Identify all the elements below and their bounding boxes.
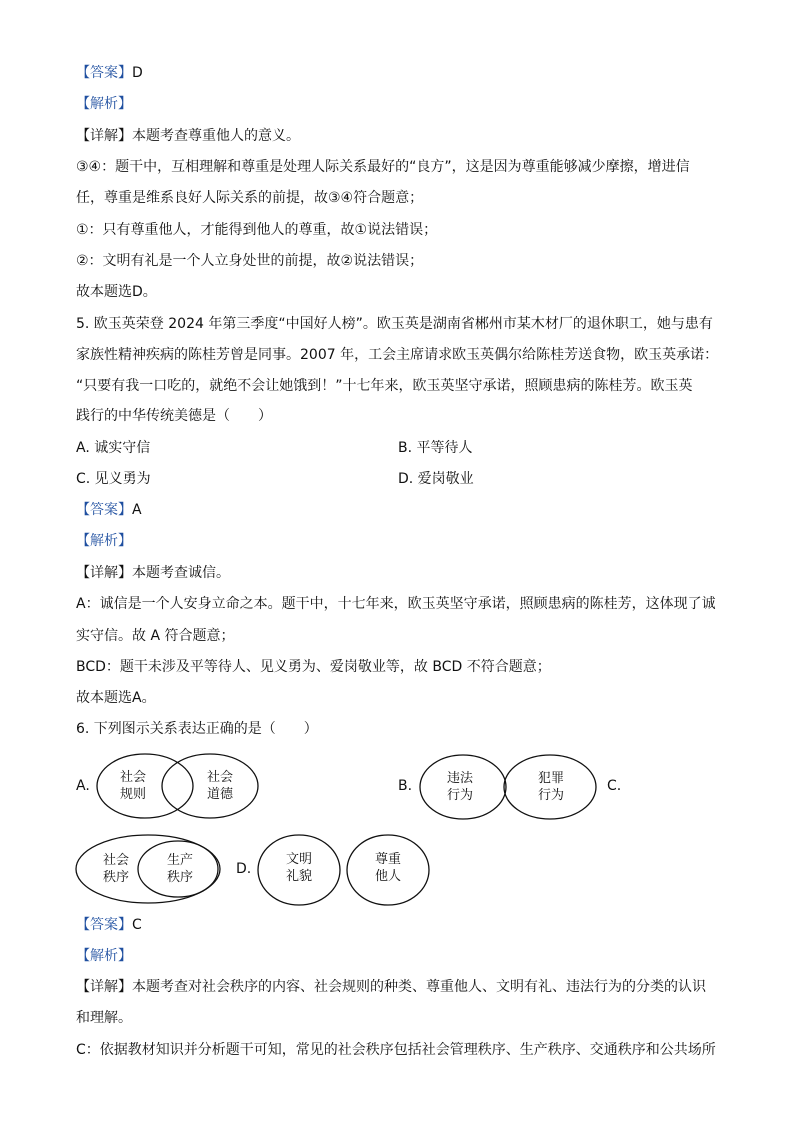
nested-diagram-c	[74, 833, 224, 905]
question-6-line: 6. 下列图示关系表达正确的是（ ）	[76, 721, 318, 737]
separate-diagram-d	[256, 832, 434, 908]
text-line: BCD：题干未涉及平等待人、见义勇为、爱岗敬业等，故 BCD 不符合题意；	[76, 659, 551, 675]
question-5-line: 家族性精神疾病的陈桂芳曾是同事。2007 年，工会主席请求欧玉英偶尔给陈桂芳送食物，欧玉英承诺：	[76, 347, 719, 363]
text-line: 实守信。故 A 符合题意；	[76, 628, 235, 644]
c-outer-line1: 社会	[102, 853, 130, 868]
text-line: ③④：题干中，互相理解和尊重是处理人际关系最好的“良方”，这是因为尊重能够减少摩擦，增进信	[76, 159, 690, 175]
option-b-label: B.	[398, 778, 413, 794]
b-left-line1: 违法	[446, 771, 474, 786]
d-right-line1: 尊重	[374, 852, 402, 867]
option-d: D. 爱岗敬业	[398, 471, 474, 487]
question-5-line: 5. 欧玉英荣登 2024 年第三季度“中国好人榜”。欧玉英是湖南省郴州市某木材厂的退休职工，她与患有	[76, 316, 713, 332]
question-5-line: 践行的中华传统美德是（ ）	[76, 408, 272, 424]
option-c: C. 见义勇为	[76, 471, 151, 487]
text-line: ①：只有尊重他人，才能得到他人的尊重，故①说法错误；	[76, 222, 438, 238]
answer-line: 【答案】D	[76, 65, 143, 81]
c-inner-line1: 生产	[166, 853, 194, 868]
analysis-label: 【解析】	[76, 533, 132, 549]
text-line: 故本题选A。	[76, 690, 156, 706]
c-inner-line2: 秩序	[166, 870, 194, 885]
text-line: 故本题选D。	[76, 284, 157, 300]
detail-line: 【详解】本题考查诚信。	[76, 565, 230, 581]
text-line: A：诚信是一个人安身立命之本。题干中，十七年来，欧玉英坚守承诺，照顾患病的陈桂芳，这体现了诚	[76, 596, 716, 612]
answer-line: 【答案】A	[76, 502, 142, 518]
venn-diagram-b	[418, 752, 598, 822]
a-left-line2: 规则	[119, 787, 147, 802]
text-line: ②：文明有礼是一个人立身处世的前提，故②说法错误；	[76, 253, 424, 269]
c-outer-line2: 秩序	[102, 870, 130, 885]
d-left-line1: 文明	[285, 852, 313, 867]
a-right-line2: 道德	[206, 787, 234, 802]
text-line: C：依据教材知识并分析题干可知，常见的社会秩序包括社会管理秩序、生产秩序、交通秩序和公共场所	[76, 1042, 716, 1058]
b-right-line2: 行为	[537, 788, 565, 803]
d-right-line2: 他人	[374, 869, 402, 884]
analysis-label: 【解析】	[76, 96, 132, 112]
question-5-line: “只要有我一口吃的，就绝不会让她饿到！”十七年来，欧玉英坚守承诺，照顾患病的陈桂芳。欧玉英	[76, 378, 693, 394]
a-right-line1: 社会	[206, 770, 234, 785]
option-c-label: C.	[607, 778, 622, 794]
answer-line: 【答案】C	[76, 917, 142, 933]
venn-diagram-a	[95, 752, 260, 820]
detail-line: 【详解】本题考查尊重他人的意义。	[76, 128, 300, 144]
text-line: 任，尊重是维系良好人际关系的前提，故③④符合题意；	[76, 190, 424, 206]
analysis-label: 【解析】	[76, 948, 132, 964]
detail-line: 【详解】本题考查对社会秩序的内容、社会规则的种类、尊重他人、文明有礼、违法行为的分类的认识	[76, 979, 706, 995]
option-b: B. 平等待人	[398, 440, 473, 456]
option-a: A. 诚实守信	[76, 440, 151, 456]
a-left-line1: 社会	[119, 770, 147, 785]
b-left-line2: 行为	[446, 788, 474, 803]
d-left-line2: 礼貌	[285, 869, 313, 884]
b-right-line1: 犯罪	[537, 771, 565, 786]
option-d-label: D.	[236, 861, 252, 877]
text-line: 和理解。	[76, 1010, 132, 1026]
option-a-label: A.	[76, 778, 90, 794]
